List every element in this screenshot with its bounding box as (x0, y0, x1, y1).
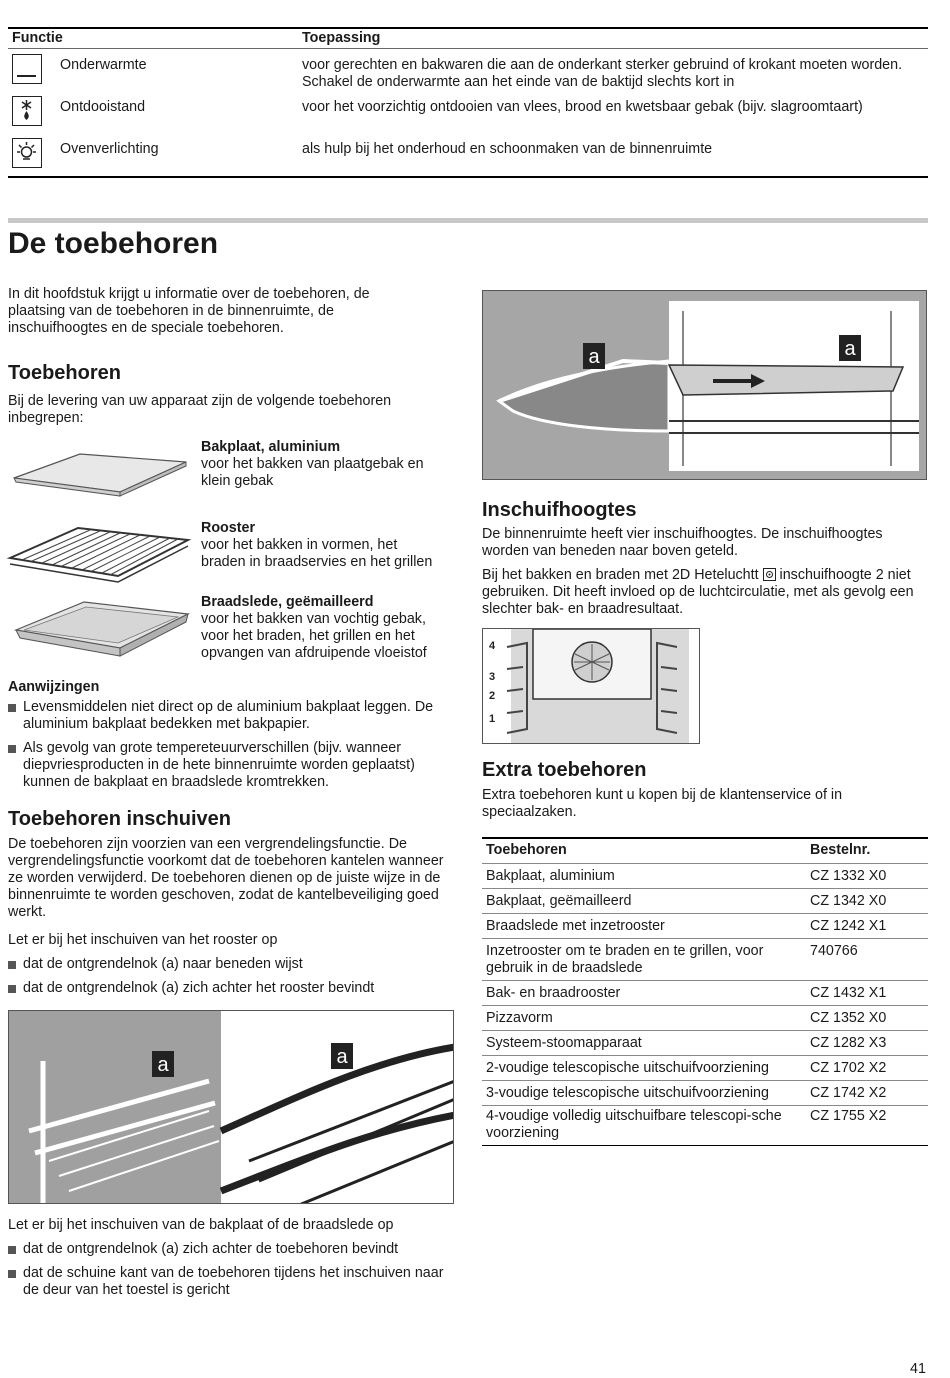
table-row (482, 889, 928, 914)
levels-heading: Inschuifhoogtes (482, 499, 637, 521)
table-top-rule (8, 27, 928, 29)
rack-point: dat de ontgrendelnok (a) naar beneden wijst (8, 956, 456, 973)
row-item: Inzetrooster om te braden en te grillen, voor gebruik in de braadslede (486, 943, 764, 976)
oven-light-icon (12, 138, 42, 168)
level-number: 3 (489, 671, 496, 683)
level-number: 1 (489, 713, 496, 725)
level-number: 4 (489, 640, 496, 652)
notes-heading: Aanwijzingen (8, 679, 100, 695)
callout-a: a (157, 1054, 169, 1076)
row-code: CZ 1702 X2 (810, 1060, 887, 1076)
row-item: 4-voudige volledig uitschuifbare telescopi-sche voorziening (486, 1108, 782, 1141)
row-item: Systeem-stoomapparaat (486, 1035, 642, 1051)
col-header-item: Toebehoren (486, 842, 567, 858)
table-row (482, 1006, 928, 1031)
tray-point: dat de ontgrendelnok (a) zich achter de toebehoren bevindt (8, 1241, 456, 1258)
rack-illustration (6, 520, 192, 584)
extra-para: Extra toebehoren kunt u kopen bij de klantenservice of in speciaalzaken. (482, 787, 843, 820)
tray-locking-figure (482, 290, 927, 480)
roasting-pan-illustration (12, 596, 192, 662)
tray-point: dat de schuine kant van de toebehoren tijdens het inschuiven naar de deur van het toestel is gericht (8, 1265, 456, 1299)
page-number: 41 (910, 1361, 926, 1377)
table-header-row (482, 839, 928, 864)
row-code: CZ 1432 X1 (810, 985, 887, 1001)
row-code: CZ 1242 X1 (810, 918, 887, 934)
row-item: Bak- en braadrooster (486, 985, 621, 1001)
sliding-in-para: De toebehoren zijn voorzien van een vergrendelingsfunctie. De vergrendelingsfunctie voorkomt dat de toebehoren kantelen wanneer ze worden verwijderd. De toebehoren dienen op de juiste wijze in de binnenruimte te worden geschoven, zodat de kantelbeveiliging goed werkt. (8, 836, 444, 920)
note-item: Levensmiddelen niet direct op de aluminium bakplaat leggen. De aluminium bakplaat bedekken met bakpapier. (8, 699, 458, 733)
bottom-heat-icon (12, 54, 42, 84)
row-item: Bakplaat, geëmailleerd (486, 893, 632, 909)
row-code: 740766 (810, 943, 858, 959)
table-row (482, 1031, 928, 1056)
function-name: Ontdooistand (60, 99, 146, 115)
callout-a: a (336, 1046, 348, 1068)
accessory-name: Rooster (201, 520, 256, 536)
row-code: CZ 1282 X3 (810, 1035, 887, 1051)
sliding-in-heading: Toebehoren inschuiven (8, 808, 231, 830)
defrost-icon (12, 96, 42, 126)
col-header-code: Bestelnr. (810, 842, 871, 858)
col-header-function: Functie (12, 30, 63, 46)
accessory-name: Braadslede, geëmailleerd (201, 594, 374, 610)
accessory-desc: voor het bakken van plaatgebak en klein gebak (201, 456, 424, 489)
row-code: CZ 1352 X0 (810, 1010, 887, 1026)
callout-a: a (844, 338, 856, 360)
rack-locking-figure (8, 1010, 454, 1204)
chapter-intro: In dit hoofdstuk krijgt u informatie over de toebehoren, de plaatsing van de toebehoren in de binnenruimte, de inschuifhoogtes en de speciale toebehoren. (8, 286, 370, 336)
rack-intro: Let er bij het inschuiven van het rooster op (8, 932, 278, 948)
callout-a: a (588, 346, 600, 368)
level-number: 2 (489, 690, 496, 702)
table-row (482, 914, 928, 939)
accessory-desc: voor het bakken van vochtig gebak, voor het braden, het grillen en het opvangen van afdruipende vloeistof (201, 611, 427, 661)
table-header-rule (8, 48, 928, 49)
row-code: CZ 1742 X2 (810, 1085, 887, 1101)
table-row (482, 1106, 928, 1146)
row-item: Bakplaat, aluminium (486, 868, 615, 884)
row-item: 3-voudige telescopische uitschuifvoorziening (486, 1085, 769, 1101)
table-row (482, 1081, 928, 1106)
table-bottom-rule (8, 176, 928, 178)
function-desc: als hulp bij het onderhoud en schoonmaken van de binnenruimte (302, 141, 713, 157)
row-code: CZ 1332 X0 (810, 868, 887, 884)
levels-para2-start: Bij het bakken en braden met 2D Heteluchtt (482, 567, 759, 583)
note-item: Als gevolg van grote tempereteuurverschillen (bijv. wanneer diepvriesproducten in de hete binnenruimte worden geplaatst) kunnen de bakplaat en braadslede kromtrekken. (8, 740, 458, 791)
rack-point: dat de ontgrendelnok (a) zich achter het rooster bevindt (8, 980, 456, 997)
accessory-desc: voor het bakken in vormen, het braden in braadservies en het grillen (201, 537, 433, 570)
table-row (482, 864, 928, 889)
levels-para2 (482, 567, 928, 618)
function-name: Onderwarmte (60, 57, 147, 73)
row-code: CZ 1342 X0 (810, 893, 887, 909)
row-item: Braadslede met inzetrooster (486, 918, 665, 934)
row-item: Pizzavorm (486, 1010, 553, 1026)
col-header-application: Toepassing (302, 30, 381, 46)
chapter-title: De toebehoren (8, 227, 219, 260)
hot-air-icon (763, 568, 776, 581)
accessories-heading: Toebehoren (8, 362, 121, 384)
function-desc: voor gerechten en bakwaren die aan de onderkant sterker gebruind of krokant moeten worden. Schakel de onderwarmte aan het einde van de baktijd slechts kort in (302, 57, 903, 90)
row-item: 2-voudige telescopische uitschuifvoorziening (486, 1060, 769, 1076)
accessory-name: Bakplaat, aluminium (201, 439, 341, 455)
oven-levels-figure (482, 628, 700, 744)
accessories-intro: Bij de levering van uw apparaat zijn de volgende toebehoren inbegrepen: (8, 393, 392, 426)
levels-para1: De binnenruimte heeft vier inschuifhoogtes. De inschuifhoogtes worden van beneden naar boven geteld. (482, 526, 883, 559)
table-row (482, 981, 928, 1006)
table-row (482, 939, 928, 981)
function-name: Ovenverlichting (60, 141, 159, 157)
baking-tray-illustration (10, 448, 190, 500)
extra-heading: Extra toebehoren (482, 759, 647, 781)
tray-intro: Let er bij het inschuiven van de bakplaat of de braadslede op (8, 1217, 394, 1233)
chapter-rule (8, 218, 928, 223)
row-code: CZ 1755 X2 (810, 1108, 887, 1124)
table-row (482, 1056, 928, 1081)
function-desc: voor het voorzichtig ontdooien van vlees, brood en kwetsbaar gebak (bijv. slagroomtaart) (302, 99, 863, 115)
levels-para2-end: inschuifhoogte 2 niet gebruiken. Dit heeft invloed op de luchtcirculatie, met als gevolg een slechter bak- en braadresultaat. (482, 567, 914, 617)
